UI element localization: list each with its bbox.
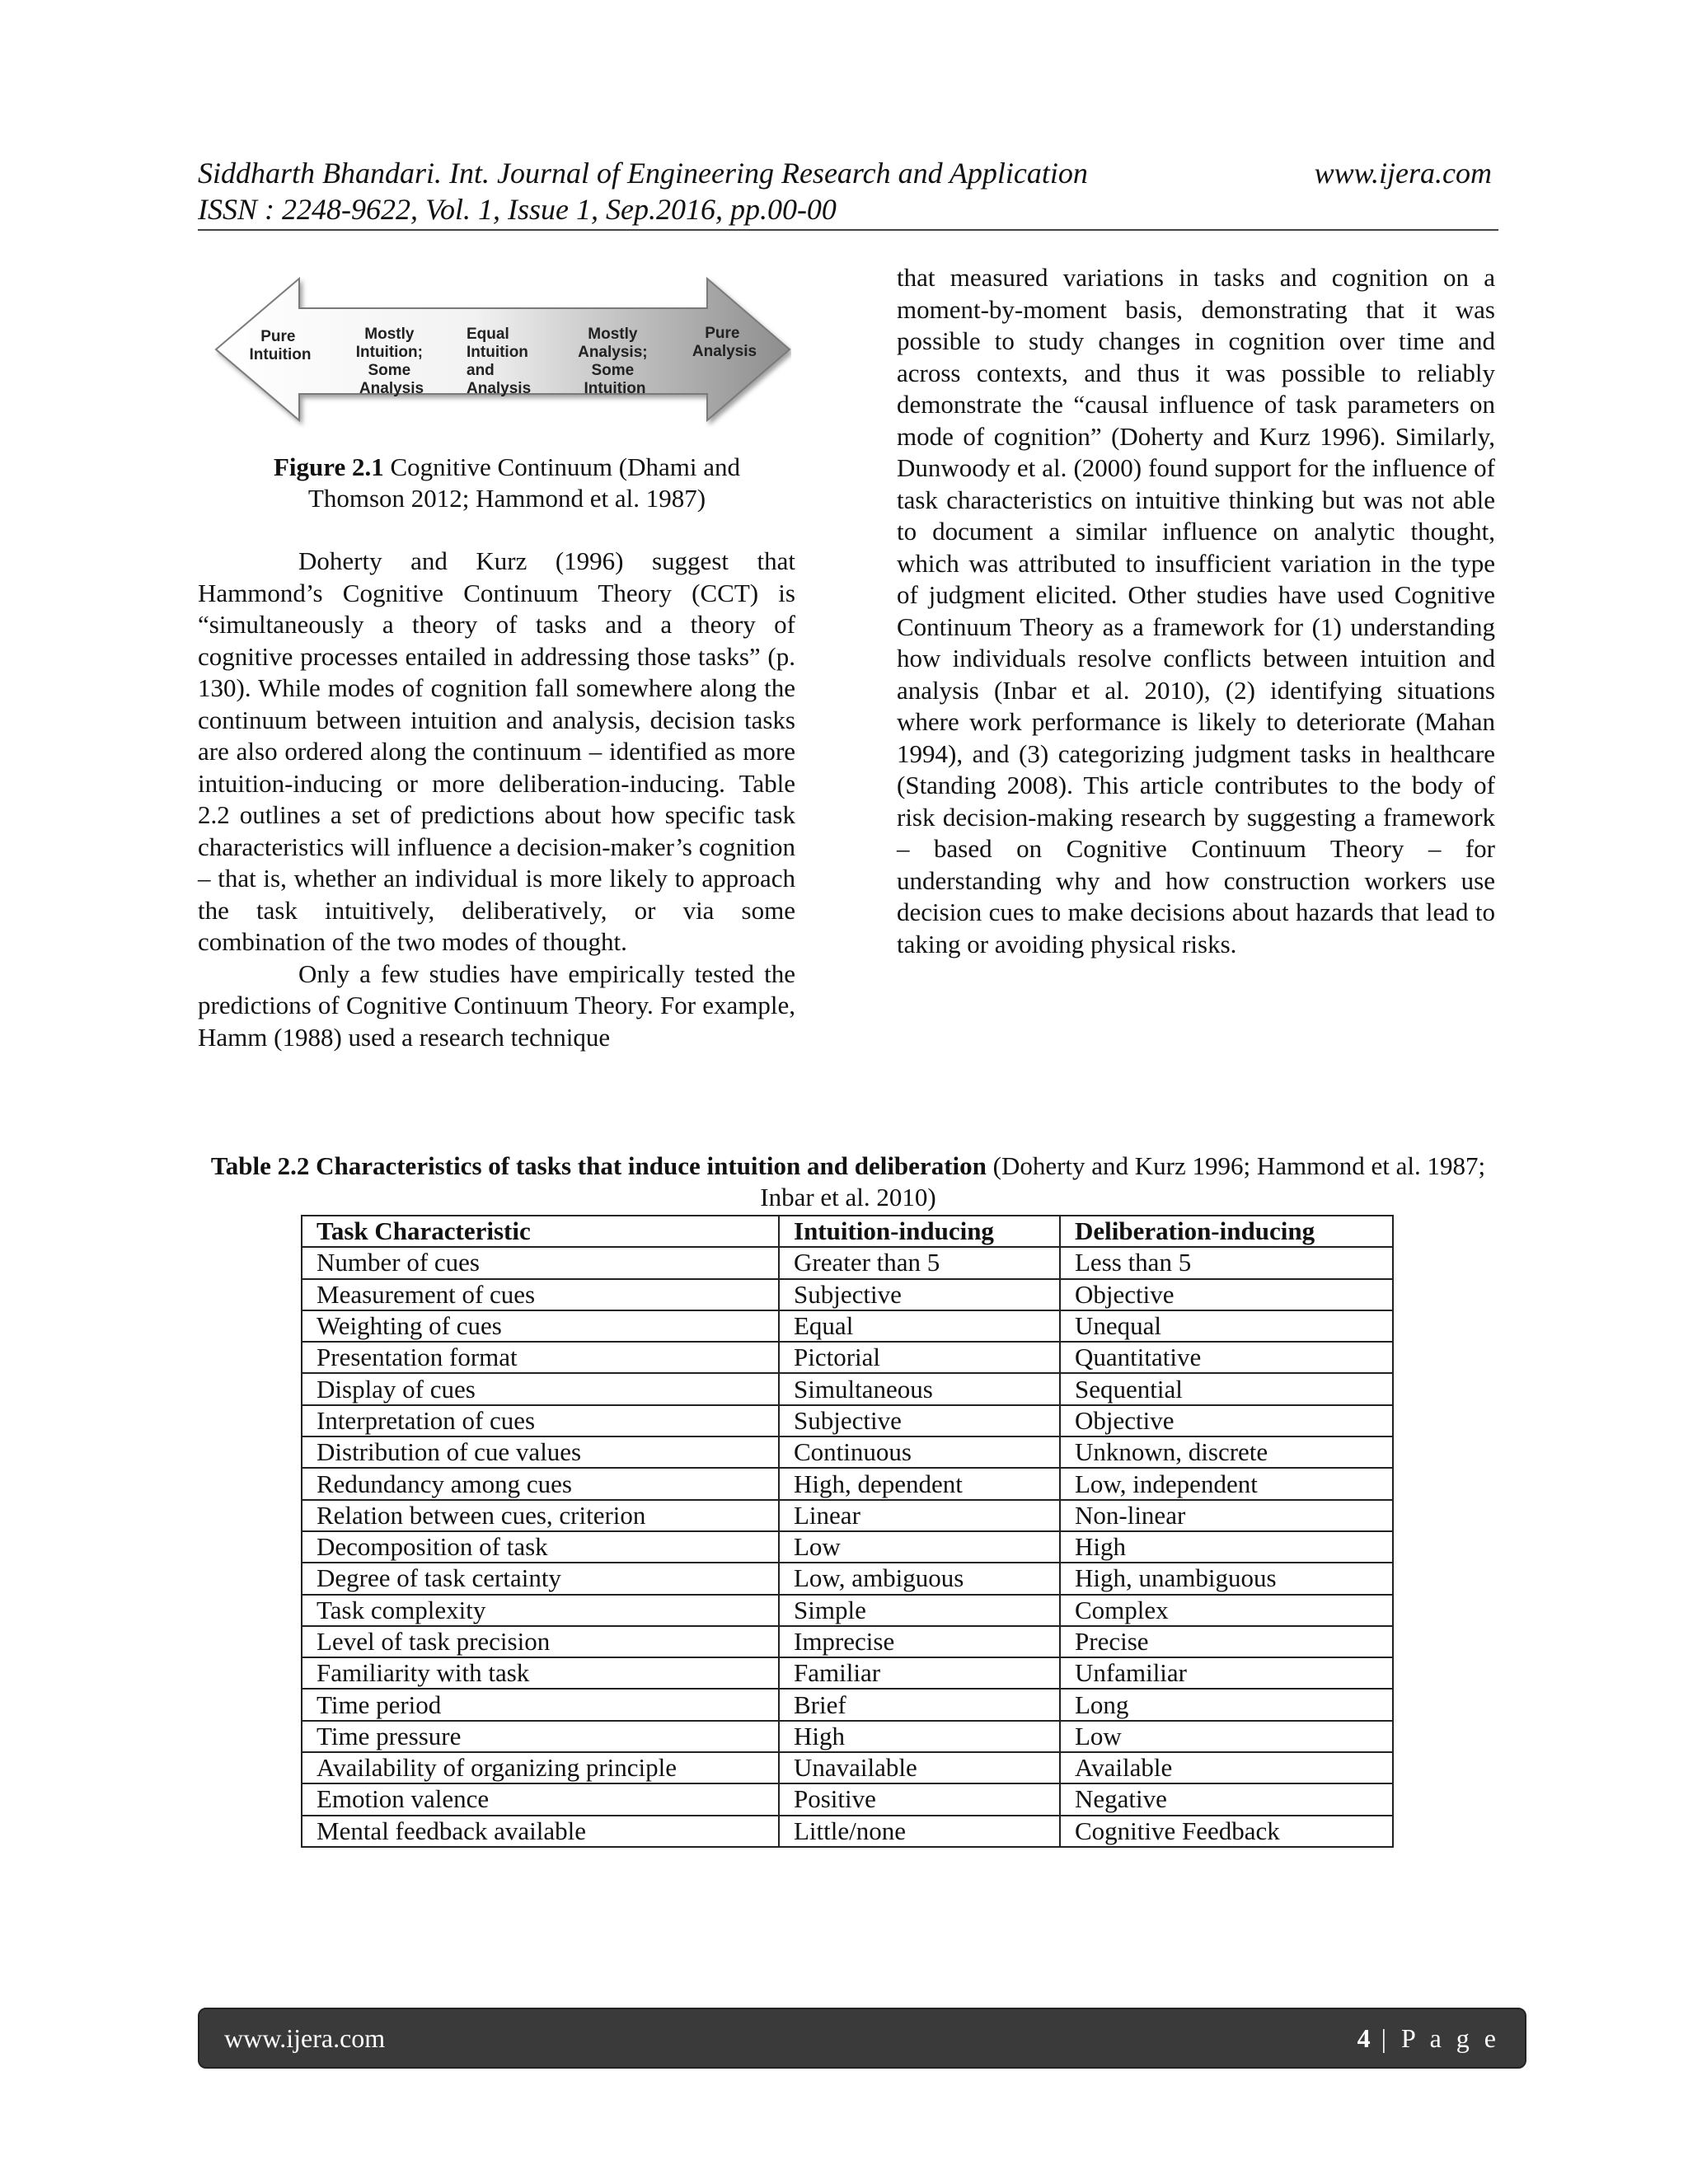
table-cell: High (779, 1721, 1060, 1752)
table-row (302, 1752, 1393, 1783)
table-cell: Available (1060, 1752, 1393, 1783)
table-cell: Quantitative (1060, 1342, 1393, 1373)
table-cell: Measurement of cues (302, 1279, 779, 1310)
left-paragraph-2: Only a few studies have empirically tested the predictions of Cognitive Continuum Theory. For example, Hamm (1988) used a research technique (198, 958, 795, 1052)
table-cell: Brief (779, 1689, 1060, 1720)
table-cell: Redundancy among cues (302, 1468, 779, 1499)
table-caption-rest: (Doherty and Kurz 1996; Hammond et al. 1987; Inbar et al. 2010) (760, 1151, 1486, 1212)
cognitive-continuum-figure (213, 274, 791, 448)
table-row (302, 1816, 1393, 1847)
table-cell: Low, ambiguous (779, 1563, 1060, 1594)
header-issn: ISSN : 2248-9622, Vol. 1, Issue 1, Sep.2016, pp.00-00 (198, 193, 837, 226)
table-cell: Pictorial (779, 1342, 1060, 1373)
table-cell: Decomposition of task (302, 1531, 779, 1563)
table-cell: Weighting of cues (302, 1310, 779, 1342)
label-equal: Equal Intuition and Analysis (467, 326, 532, 397)
table-row (302, 1310, 1393, 1342)
table-header-cell: Intuition-inducing (779, 1216, 1060, 1247)
table-cell: Sequential (1060, 1373, 1393, 1404)
table-cell: High, dependent (779, 1468, 1060, 1499)
footer-website: www.ijera.com (224, 2022, 386, 2053)
table-row (302, 1721, 1393, 1752)
table-cell: Non-linear (1060, 1500, 1393, 1531)
table-cell: Unavailable (779, 1752, 1060, 1783)
table-row (302, 1563, 1393, 1594)
table-cell: Time pressure (302, 1721, 779, 1752)
table-cell: Objective (1060, 1279, 1393, 1310)
table-cell: Familiarity with task (302, 1657, 779, 1689)
table-cell: Time period (302, 1689, 779, 1720)
table-cell: Linear (779, 1500, 1060, 1531)
table-row (302, 1783, 1393, 1815)
table-row (302, 1689, 1393, 1720)
table-row (302, 1342, 1393, 1373)
table-cell: Presentation format (302, 1342, 779, 1373)
table-cell: Low (779, 1531, 1060, 1563)
table-cell: Objective (1060, 1405, 1393, 1436)
table-cell: Low, independent (1060, 1468, 1393, 1499)
running-header (198, 155, 1492, 227)
table-cell: Distribution of cue values (302, 1436, 779, 1468)
table-row (302, 1657, 1393, 1689)
table-header-row (302, 1216, 1393, 1247)
table-cell: Equal (779, 1310, 1060, 1342)
table-cell: Cognitive Feedback (1060, 1816, 1393, 1847)
label-pure-intuition: Pure Intuition (249, 328, 312, 363)
table-cell: Simple (779, 1595, 1060, 1626)
left-paragraph-1: Doherty and Kurz (1996) suggest that Hammond’s Cognitive Continuum Theory (CCT) is “simultaneously a theory of tasks and a theory of cognitive processes entailed in addressing those tasks” (p. 130). While modes of cognition fall somewhere along the continuum between intuition and analysis, decision tasks are also ordered along the continuum – identified as more intuition-inducing or more deliberation-inducing. Table 2.2 outlines a set of predictions about how specific task characteristics will influence a decision-maker’s cognition – that is, whether an individual is more likely to approach the task intuitively, deliberatively, or via some combination of the two modes of thought. (198, 546, 795, 956)
table-caption (198, 1151, 1498, 1213)
header-website: www.ijera.com (1314, 157, 1492, 190)
table-cell: Mental feedback available (302, 1816, 779, 1847)
table-cell: Display of cues (302, 1373, 779, 1404)
table-cell: Interpretation of cues (302, 1405, 779, 1436)
table-cell: Positive (779, 1783, 1060, 1815)
table-cell: Relation between cues, criterion (302, 1500, 779, 1531)
table-header-cell: Deliberation-inducing (1060, 1216, 1393, 1247)
table-cell: Number of cues (302, 1247, 779, 1278)
table-row (302, 1279, 1393, 1310)
table-cell: Unequal (1060, 1310, 1393, 1342)
table-cell: High, unambiguous (1060, 1563, 1393, 1594)
table-cell: Task complexity (302, 1595, 779, 1626)
page-footer (198, 2008, 1526, 2069)
table-cell: Degree of task certainty (302, 1563, 779, 1594)
table-cell: High (1060, 1531, 1393, 1563)
table-cell: Less than 5 (1060, 1247, 1393, 1278)
header-citation: Siddharth Bhandari. Int. Journal of Engineering Research and Application (198, 157, 1088, 190)
header-divider (198, 229, 1498, 231)
table-cell: Familiar (779, 1657, 1060, 1689)
table-row (302, 1247, 1393, 1278)
table-cell: Subjective (779, 1279, 1060, 1310)
table-row (302, 1436, 1393, 1468)
label-mostly-intuition: Mostly Intuition; Some Analysis (355, 326, 424, 397)
table-row (302, 1500, 1393, 1531)
left-column (198, 546, 795, 1053)
table-cell: Emotion valence (302, 1783, 779, 1815)
figure-caption-text: Cognitive Continuum (Dhami and Thomson 2012; Hammond et al. 1987) (307, 452, 740, 513)
table-cell: Simultaneous (779, 1373, 1060, 1404)
table-row (302, 1626, 1393, 1657)
page-label: | P a g e (1370, 2022, 1500, 2053)
label-pure-analysis: Pure Analysis (692, 325, 757, 360)
table-cell: Greater than 5 (779, 1247, 1060, 1278)
right-column (897, 262, 1495, 960)
table-cell: Level of task precision (302, 1626, 779, 1657)
table-row (302, 1531, 1393, 1563)
task-characteristics-table (301, 1215, 1394, 1848)
table-cell: Low (1060, 1721, 1393, 1752)
table-cell: Negative (1060, 1783, 1393, 1815)
table-cell: Precise (1060, 1626, 1393, 1657)
table-cell: Continuous (779, 1436, 1060, 1468)
table-cell: Unfamiliar (1060, 1657, 1393, 1689)
figure-caption-label: Figure 2.1 (274, 452, 384, 481)
table-cell: Imprecise (779, 1626, 1060, 1657)
table-header-cell: Task Characteristic (302, 1216, 779, 1247)
table-row (302, 1595, 1393, 1626)
table-cell: Availability of organizing principle (302, 1752, 779, 1783)
table-body (302, 1247, 1393, 1847)
table-cell: Complex (1060, 1595, 1393, 1626)
footer-page-number (1357, 2023, 1500, 2054)
table-row (302, 1468, 1393, 1499)
figure-caption (223, 452, 791, 514)
page-number: 4 (1357, 2022, 1371, 2053)
table-cell: Subjective (779, 1405, 1060, 1436)
table-cell: Unknown, discrete (1060, 1436, 1393, 1468)
table-cell: Long (1060, 1689, 1393, 1720)
right-paragraph-1: that measured variations in tasks and cognition on a moment-by-moment basis, demonstrating that it was possible to study changes in cognition over time and across contexts, and thus it was possible to reliably demonstrate the “causal influence of task parameters on mode of cognition” (Doherty and Kurz 1996). Similarly, Dunwoody et al. (2000) found support for the influence of task characteristics on intuitive thinking but was not able to document a similar influence on analytic thought, which was attributed to insufficient variation in the type of judgment elicited. Other studies have used Cognitive Continuum Theory as a framework for (1) understanding how individuals resolve conflicts between intuition and analysis (Inbar et al. 2010), (2) identifying situations where work performance is likely to deteriorate (Mahan 1994), and (3) categorizing judgment tasks in healthcare (Standing 2008). This article contributes to the body of risk decision-making research by suggesting a framework – based on Cognitive Continuum Theory – for understanding why and how construction workers use decision cues to make decisions about hazards that lead to taking or avoiding physical risks. (897, 263, 1495, 958)
table-row (302, 1405, 1393, 1436)
table-row (302, 1373, 1393, 1404)
label-mostly-analysis: Mostly Analysis; Some Intuition (578, 326, 648, 397)
table-cell: Little/none (779, 1816, 1060, 1847)
table-caption-bold: Table 2.2 Characteristics of tasks that induce intuition and deliberation (210, 1151, 987, 1180)
double-arrow-diagram (213, 274, 791, 448)
